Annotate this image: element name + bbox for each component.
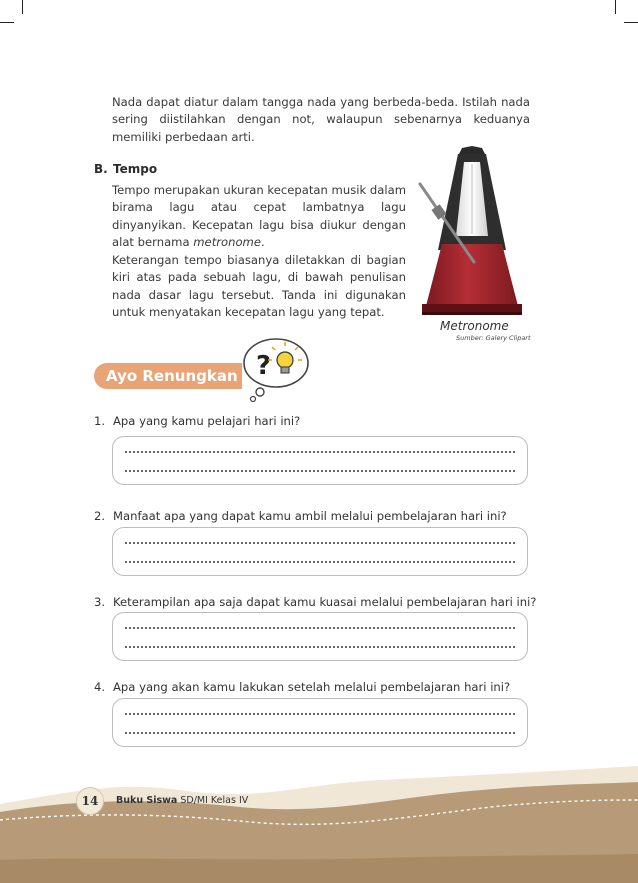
metronome-lower-body [426,244,518,306]
book-title-rest: SD/MI Kelas IV [177,795,249,806]
question-number: 3. [94,595,106,609]
answer-line[interactable] [125,646,515,648]
question-number: 1. [94,414,106,428]
tempo-text-end: . [260,234,265,249]
answer-box-4[interactable] [112,698,528,747]
answer-line[interactable] [125,732,515,734]
section-title: Tempo [113,162,158,176]
question-text: Manfaat apa yang dapat kamu ambil melalui pembelajaran hari ini? [113,509,507,523]
tempo-paragraph-2: Keterangan tempo biasanya diletakkan di bagian kiri atas pada sebuah lagu, di bawah penulisan nada dasar lagu tersebut. Tanda ini digunakan untuk menyatakan kecepatan lagu yang tepat. [112,253,406,319]
ayo-renungkan-banner: Ayo Renungkan [94,363,242,389]
answer-line[interactable] [125,561,515,563]
tempo-text: Tempo merupakan ukuran kecepatan musik dalam birama lagu atau cepat lambatnya lagu dinyanyikan. Kecepatan lagu bisa diukur dengan alat bernama [112,183,406,249]
crop-mark [22,0,23,14]
crop-mark [624,22,638,23]
section-letter: B. [94,162,108,176]
question-1 [94,414,300,428]
book-title-bold: Buku Siswa [116,795,178,806]
figure-caption: Metronome [440,319,509,333]
question-text: Apa yang kamu pelajari hari ini? [113,414,301,428]
answer-box-1[interactable] [112,436,528,485]
question-2 [94,509,507,523]
question-mark-icon: ? [256,351,272,381]
answer-line[interactable] [125,451,515,453]
answer-line[interactable] [125,713,515,715]
answer-box-3[interactable] [112,612,528,661]
answer-line[interactable] [125,627,515,629]
metronome-term: metronome [193,234,261,249]
footer-wave-decoration [0,760,638,883]
question-4 [94,680,510,694]
answer-line[interactable] [125,542,515,544]
page-number: 14 [76,787,104,815]
crop-mark [615,0,616,14]
metronome-illustration [412,140,532,316]
tempo-paragraph-1 [112,182,406,251]
question-3 [94,595,536,609]
question-number: 4. [94,680,106,694]
figure-source: Sumber: Galery Clipart [456,334,531,342]
crop-mark [0,22,14,23]
book-title [116,795,248,806]
question-text: Keterampilan apa saja dapat kamu kuasai melalui pembelajaran hari ini? [113,595,537,609]
thought-bubble-icon [238,336,312,404]
answer-box-2[interactable] [112,527,528,576]
answer-line[interactable] [125,470,515,472]
section-heading [94,162,157,176]
question-text: Apa yang akan kamu lakukan setelah melalui pembelajaran hari ini? [113,680,511,694]
intro-paragraph: Nada dapat diatur dalam tangga nada yang berbeda-beda. Istilah nada sering diistilahkan dengan not, walaupun sebenarnya keduanya memiliki perbedaan arti. [112,95,530,144]
question-number: 2. [94,509,106,523]
